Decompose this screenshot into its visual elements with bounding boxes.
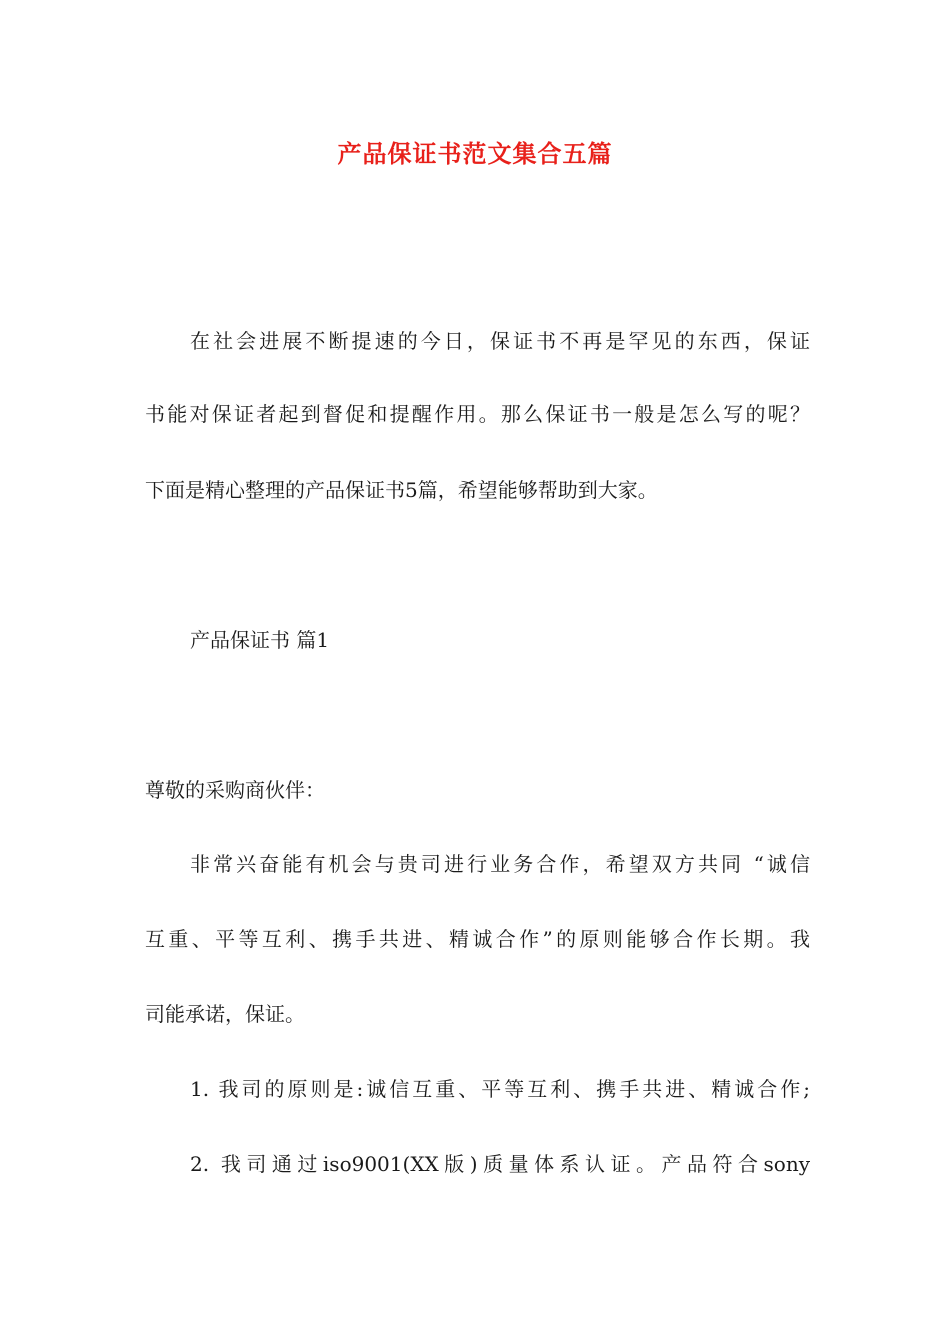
section-heading: 产品保证书 篇1 bbox=[190, 628, 330, 652]
body-line-1: 非常兴奋能有机会与贵司进行业务合作，希望双方共同 “诚信 bbox=[190, 852, 810, 876]
intro-line-2: 书能对保证者起到督促和提醒作用。那么保证书一般是怎么写的呢？ bbox=[145, 402, 810, 426]
list-item-1: 1. 我司的原则是:诚信互重、平等互利、携手共进、精诚合作; bbox=[190, 1077, 810, 1101]
intro-line-1: 在社会进展不断提速的今日，保证书不再是罕见的东西，保证 bbox=[190, 329, 810, 353]
list-item-2: 2. 我司通过iso9001(XX版)质量体系认证。产品符合sony bbox=[190, 1152, 810, 1176]
body-line-3: 司能承诺，保证。 bbox=[145, 1002, 305, 1026]
intro-line-3: 下面是精心整理的产品保证书5篇，希望能够帮助到大家。 bbox=[145, 478, 658, 502]
document-title: 产品保证书范文集合五篇 bbox=[337, 140, 613, 168]
salutation: 尊敬的采购商伙伴： bbox=[145, 778, 325, 802]
body-line-2: 互重、平等互利、携手共进、精诚合作”的原则能够合作长期。我 bbox=[145, 927, 810, 951]
